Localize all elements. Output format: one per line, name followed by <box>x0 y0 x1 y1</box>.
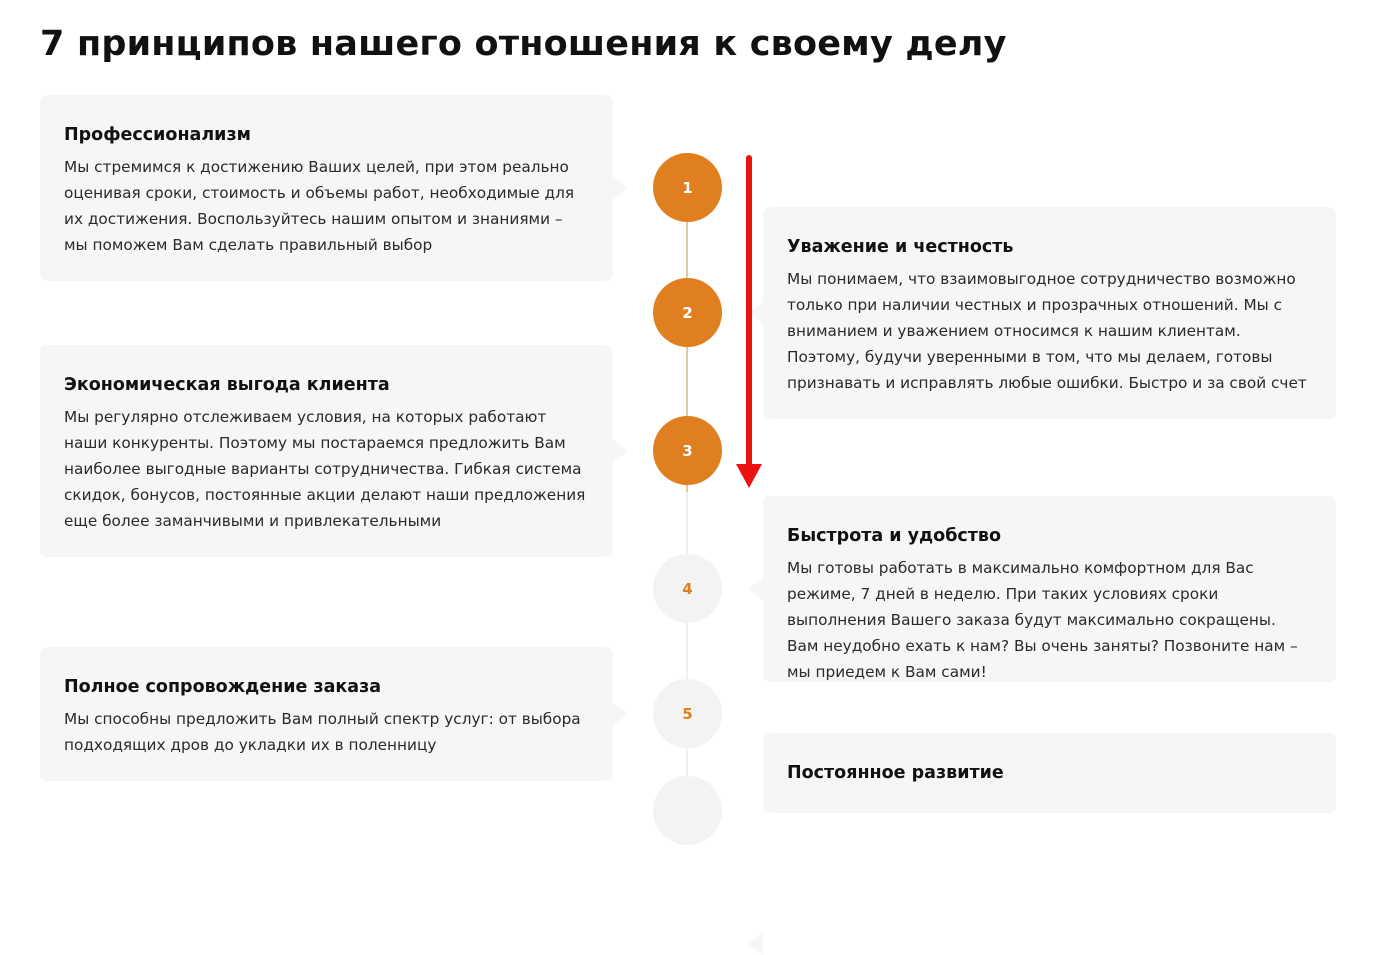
principle-text-4: Мы готовы работать в максимально комфортном для Вас режиме, 7 дней в неделю. При таких условиях сроки выполнения Вашего заказа будут максимально сокращены. Вам неудобно ехать к нам? Вы очень заняты? Позвоните нам – мы приедем к Вам сами! <box>787 559 1298 681</box>
principle-card-6 <box>763 733 1336 813</box>
principle-card-2 <box>763 207 1336 419</box>
step-circle-3: 3 <box>653 416 722 485</box>
principle-title-1: Профессионализм <box>64 125 251 145</box>
principle-text-2: Мы понимаем, что взаимовыгодное сотрудничество возможно только при наличии честных и прозрачных отношений. Мы с вниманием и уважением относимся к нашим клиентам. Поэтому, будучи уверенными в том, что мы делаем, готовы признавать и исправлять любые ошибки. Быстро и за свой счет <box>787 270 1307 392</box>
principle-text-1: Мы стремимся к достижению Ваших целей, при этом реально оценивая сроки, стоимость и объемы работ, необходимые для их достижения. Воспользуйтесь нашим опытом и знаниями – мы поможем Вам сделать правильный выбор <box>64 158 575 254</box>
principle-card-3 <box>40 345 613 557</box>
principle-title-5: Полное сопровождение заказа <box>64 677 382 697</box>
principle-title-4: Быстрота и удобство <box>787 526 1002 546</box>
principle-title-2: Уважение и честность <box>787 237 1014 257</box>
down-arrow-icon <box>734 154 764 490</box>
principle-title-3: Экономическая выгода клиента <box>64 375 390 395</box>
principle-text-5: Мы способны предложить Вам полный спектр услуг: от выбора подходящих дров до укладки их в поленницу <box>64 710 581 754</box>
principle-text-3: Мы регулярно отслеживаем условия, на которых работают наши конкуренты. Поэтому мы постараемся предложить Вам наиболее выгодные варианты сотрудничества. Гибкая система скидок, бонусов, постоянные акции делают наши предложения еще более заманчивыми и привлекательными <box>64 408 586 530</box>
step-circle-1: 1 <box>653 153 722 222</box>
step-circle-5: 5 <box>653 679 722 748</box>
page-title: 7 принципов нашего отношения к своему делу <box>40 24 1007 64</box>
step-circle-4: 4 <box>653 554 722 623</box>
step-circle-6-partial <box>653 776 722 845</box>
principle-card-4 <box>763 496 1336 682</box>
principle-card-5 <box>40 647 613 781</box>
step-circle-2: 2 <box>653 278 722 347</box>
principle-card-1 <box>40 95 613 281</box>
principle-title-6: Постоянное развитие <box>787 763 1004 783</box>
